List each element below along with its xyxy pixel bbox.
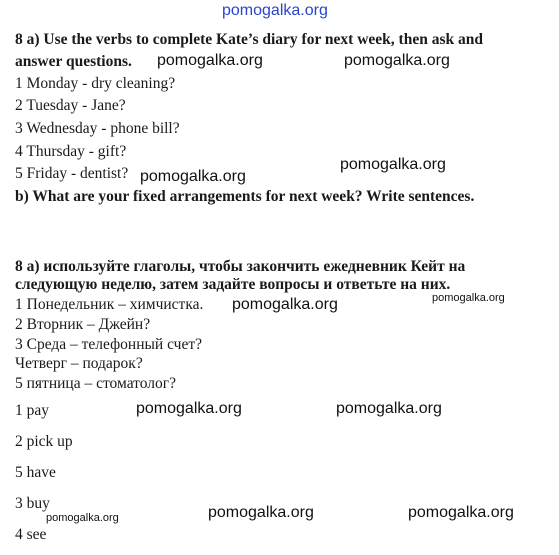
en-part-b: b) What are your fixed arrangements for next week? Write sentences.: [15, 188, 475, 205]
ru-item-tuesday: 2 Вторник – Джейн?: [15, 316, 151, 333]
watermark-9: pomogalka.org: [46, 512, 119, 524]
ru-item-friday: 5 пятница – стоматолог?: [15, 375, 177, 392]
watermark-10: pomogalka.org: [208, 504, 314, 521]
ru-item-thursday: Четверг – подарок?: [15, 355, 143, 372]
watermark-11: pomogalka.org: [408, 504, 514, 521]
watermark-3: pomogalka.org: [340, 156, 446, 173]
verb-have: 5 have: [15, 464, 56, 481]
en-heading-line-1: 8 a) Use the verbs to complete Kate’s diary for next week, then ask and: [15, 31, 483, 48]
verb-buy: 3 buy: [15, 495, 50, 512]
ru-item-monday: 1 Понедельник – химчистка.: [15, 296, 204, 313]
watermark-5: pomogalka.org: [232, 296, 338, 313]
ru-heading-line-2: следующую неделю, затем задайте вопросы и ответьте на них.: [15, 276, 451, 293]
watermark-6: pomogalka.org: [432, 292, 505, 304]
watermark-top: pomogalka.org: [222, 2, 328, 19]
en-heading-line-2: answer questions.: [15, 53, 132, 70]
verb-pick-up: 2 pick up: [15, 433, 73, 450]
ru-heading-line-1: 8 а) используйте глаголы, чтобы закончить ежедневник Кейт на: [15, 258, 466, 275]
en-item-monday: 1 Monday - dry cleaning?: [15, 75, 176, 92]
watermark-8: pomogalka.org: [336, 400, 442, 417]
en-item-wednesday: 3 Wednesday - phone bill?: [15, 120, 180, 137]
en-item-friday: 5 Friday - dentist?: [15, 165, 129, 182]
en-item-tuesday: 2 Tuesday - Jane?: [15, 97, 126, 114]
ru-item-wednesday: 3 Среда – телефонный счет?: [15, 336, 202, 353]
watermark-4: pomogalka.org: [140, 168, 246, 185]
watermark-2: pomogalka.org: [344, 52, 450, 69]
watermark-1: pomogalka.org: [157, 52, 263, 69]
en-item-thursday: 4 Thursday - gift?: [15, 143, 127, 160]
watermark-7: pomogalka.org: [136, 400, 242, 417]
verb-pay: 1 pay: [15, 402, 50, 419]
verb-see: 4 see: [15, 526, 47, 543]
